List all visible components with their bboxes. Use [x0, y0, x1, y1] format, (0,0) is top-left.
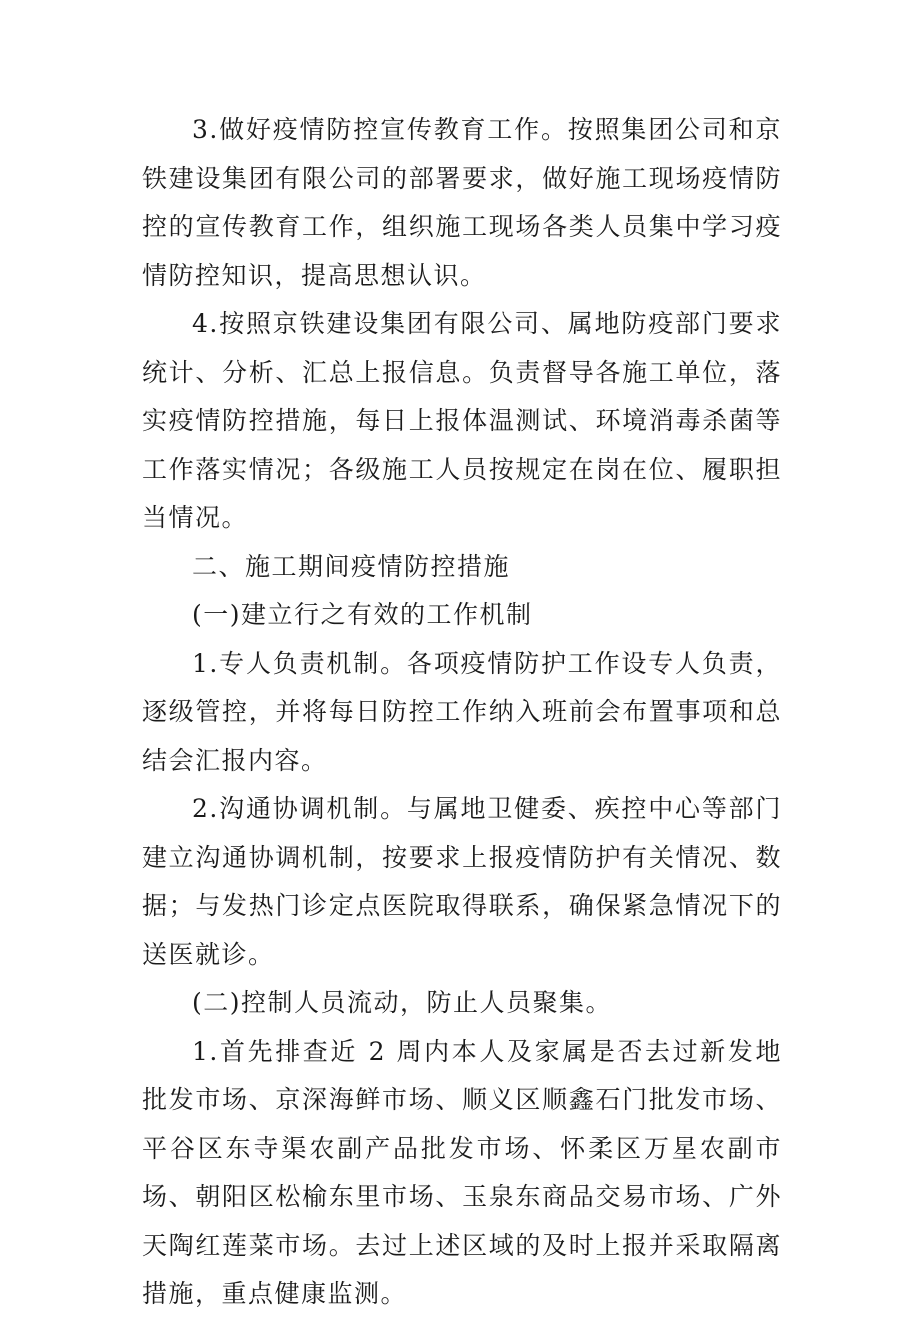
paragraph-screening-1: 1.首先排查近 2 周内本人及家属是否去过新发地批发市场、京深海鲜市场、顺义区顺鑫石门批发市场、平谷区东寺渠农副产品批发市场、怀柔区万星农副市场、朝阳区松榆东里市场、玉泉东商品交易市场、广外天陶红莲菜市场。去过上述区域的及时上报并采取隔离措施，重点健康监测。	[142, 1036, 782, 1308]
subsection-heading-2: (二)控制人员流动，防止人员聚集。	[192, 988, 613, 1017]
paragraph-item-3: 3.做好疫情防控宣传教育工作。按照集团公司和京铁建设集团有限公司的部署要求，做好施工现场疫情防控的宣传教育工作，组织施工现场各类人员集中学习疫情防控知识，提高思想认识。	[142, 115, 782, 290]
subsection-heading-1: (一)建立行之有效的工作机制	[192, 600, 533, 629]
paragraph-mechanism-2: 2.沟通协调机制。与属地卫健委、疾控中心等部门建立沟通协调机制，按要求上报疫情防护有关情况、数据；与发热门诊定点医院取得联系，确保紧急情况下的送医就诊。	[142, 794, 782, 969]
document-body	[142, 106, 782, 1319]
paragraph-item-4: 4.按照京铁建设集团有限公司、属地防疫部门要求统计、分析、汇总上报信息。负责督导各施工单位，落实疫情防控措施，每日上报体温测试、环境消毒杀菌等工作落实情况；各级施工人员按规定在岗在位、履职担当情况。	[142, 309, 782, 532]
section-heading-2: 二、施工期间疫情防控措施	[192, 551, 511, 581]
paragraph-mechanism-1: 1.专人负责机制。各项疫情防护工作设专人负责，逐级管控，并将每日防控工作纳入班前会布置事项和总结会汇报内容。	[142, 648, 782, 775]
